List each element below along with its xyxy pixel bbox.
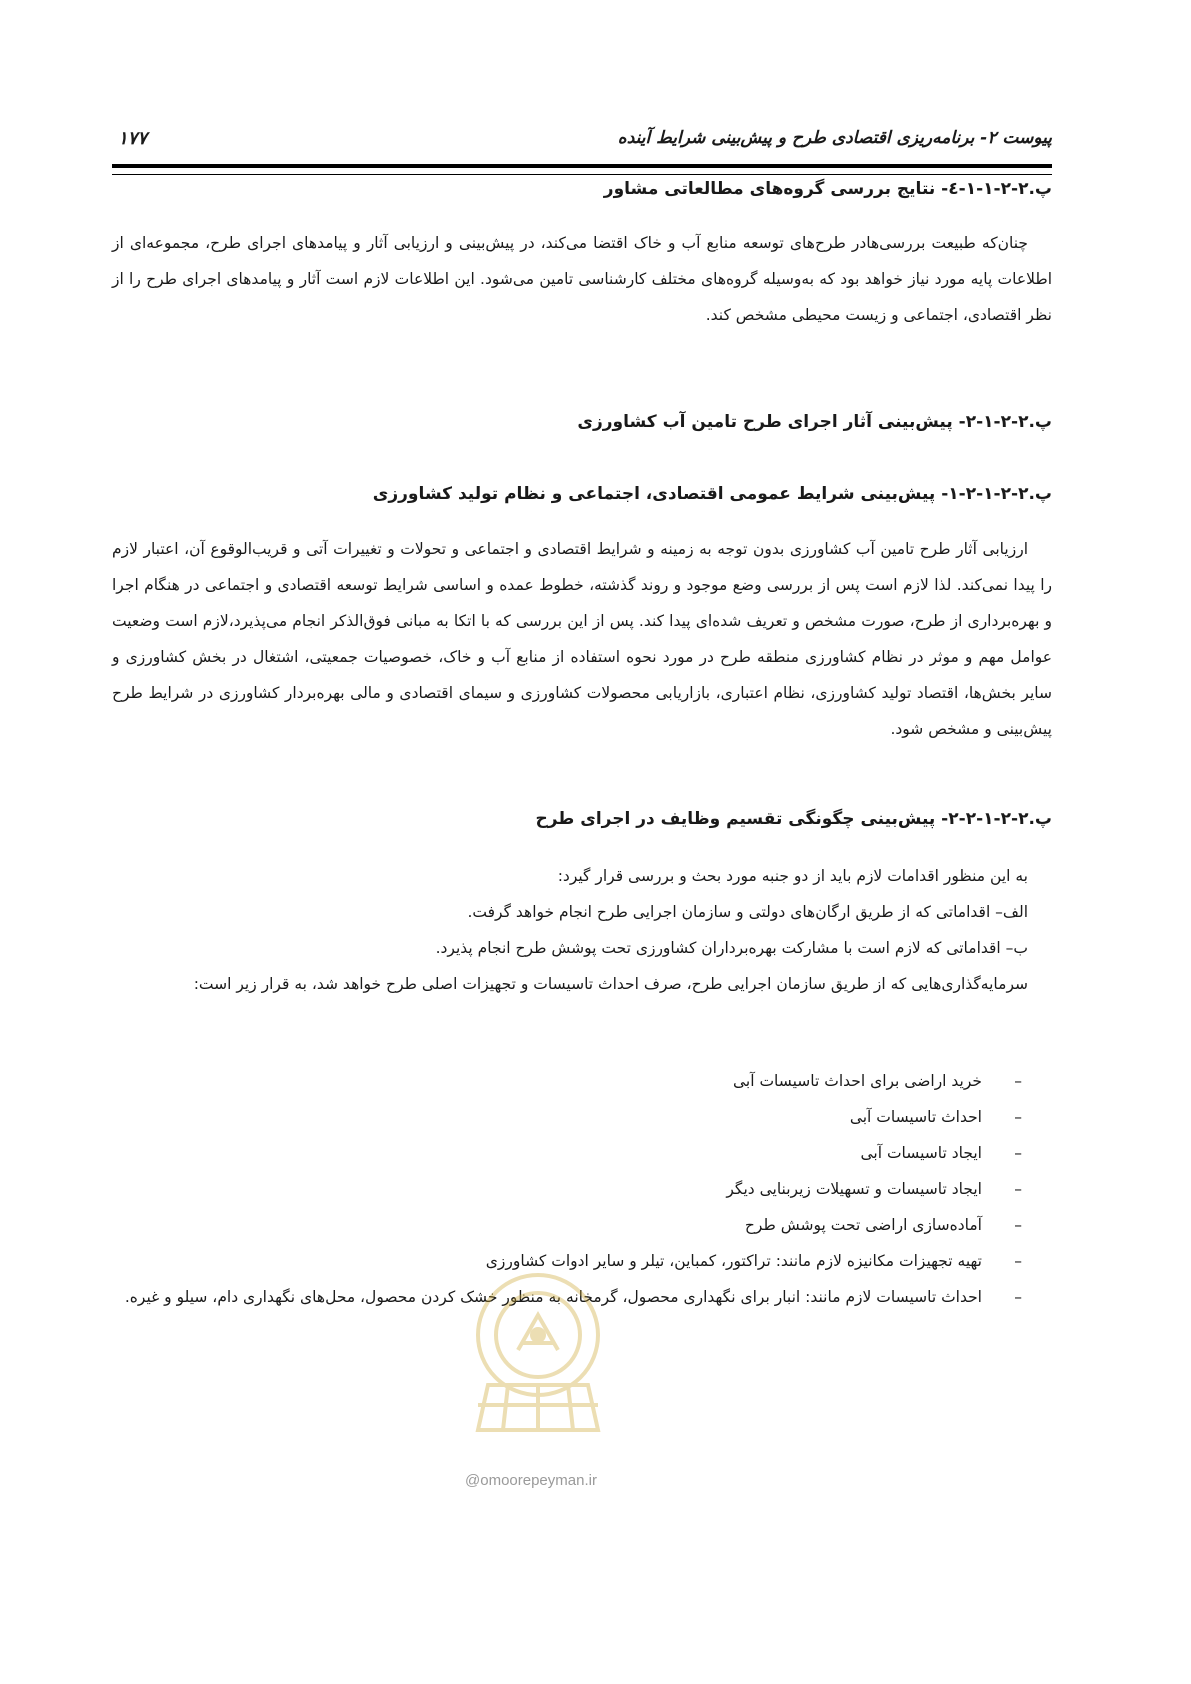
- section-3-body: [112, 531, 1052, 747]
- paragraph: چنان‌که طبیعت بررسی‌هادر طرح‌های توسعه منابع آب و خاک اقتضا می‌کند، در پیش‌بینی و ارزیابی آثار و پیامدهای اجرای طرح، مجموعه‌ای از اطلاعات پایه مورد نیاز خواهد بود که به‌وسیله گروه‌های مختلف کارشناسی تامین می‌شود. این اطلاعات لازم است آثار و پیامدهای اجرای طرح را از نظر اقتصادی، اجتماعی و زیست محیطی مشخص کند.: [112, 234, 1052, 324]
- intro-line: به این منظور اقدامات لازم باید از دو جنبه مورد بحث و بررسی قرار گیرد:: [557, 867, 1028, 885]
- dash-bullet: –: [1014, 1288, 1022, 1306]
- list-item: – احداث تاسیسات لازم مانند: انبار برای نگهداری محصول، گرمخانه به منظور خشک کردن محصول، محل‌های نگهداری دام، سیلو و غیره.: [112, 1279, 1052, 1315]
- watermark-logo-icon: [448, 1255, 628, 1435]
- list-item: – خرید اراضی برای احداث تاسیسات آبی: [112, 1063, 1052, 1099]
- dash-bullet: –: [1014, 1216, 1022, 1234]
- section-4: [112, 806, 1052, 833]
- section-heading: پ.۲-۲-۱-۱-٤- نتایج بررسی گروه‌های مطالعاتی مشاور: [603, 179, 1052, 199]
- paragraph: سرمایه‌گذاری‌هایی که از طریق سازمان اجرایی طرح، صرف احداث تاسیسات و تجهیزات اصلی طرح خواهد شد، به قرار زیر است:: [193, 975, 1028, 993]
- list-item: – تهیه تجهیزات مکانیزه لازم مانند: تراکتور، کمباین، تیلر و سایر ادوات کشاورزی: [112, 1243, 1052, 1279]
- dash-bullet: –: [1014, 1252, 1022, 1270]
- page-number: ۱۷۷: [118, 128, 148, 149]
- dash-bullet: –: [1014, 1180, 1022, 1198]
- watermark-url: @omoorepeyman.ir: [465, 1472, 597, 1489]
- section-1: [112, 176, 1052, 203]
- list-item: – ایجاد تاسیسات و تسهیلات زیربنایی دیگر: [112, 1171, 1052, 1207]
- list-item: – ایجاد تاسیسات آبی: [112, 1135, 1052, 1171]
- paragraph: ارزیابی آثار طرح تامین آب کشاورزی بدون توجه به زمینه و شرایط اقتصادی و اجتماعی و تحولات و تغییرات آتی و قریب‌الوقوع آن، اعتبار لازم را پیدا نمی‌کند. لذا لازم است پس از بررسی وضع موجود و روند گذشته، خطوط عمده و اساسی شرایط توسعه اقتصادی و اجتماعی در هنگام اجرا و بهره‌برداری از طرح، صورت مشخص و تعریف شده‌ای پیدا کند. پس از این بررسی که با اتکا به مبانی فوق‌الذکر انجام می‌پذیرد،لازم است وضعیت عوامل مهم و موثر در نظام کشاورزی منطقه طرح در مورد نحوه استفاده از منابع آب و خاک، خصوصیات جمعیتی، اشتغال در بخش کشاورزی و سایر بخش‌ها، اقتصاد تولید کشاورزی، نظام اعتباری، بازاریابی محصولات کشاورزی و سیمای اقتصادی و مالی بهره‌بردار کشاورزی در شرایط طرح پیش‌بینی و مشخص شود.: [112, 540, 1052, 738]
- section-heading: پ.۲-۲-۱-۲-۱- پیش‌بینی شرایط عمومی اقتصادی، اجتماعی و نظام تولید کشاورزی: [372, 484, 1052, 504]
- item-alef: الف– اقداماتی که از طریق ارگان‌های دولتی و سازمان اجرایی طرح انجام خواهد گرفت.: [467, 903, 1028, 921]
- list-item: – آماده‌سازی اراضی تحت پوشش طرح: [112, 1207, 1052, 1243]
- section-4-body: [112, 858, 1052, 1002]
- section-2: [112, 409, 1052, 436]
- section-heading: پ.۲-۲-۱-۲-۲- پیش‌بینی چگونگی تقسیم وظایف در اجرای طرح: [535, 809, 1052, 829]
- header-title: پیوست ۲- برنامه‌ریزی اقتصادی طرح و پیش‌بینی شرایط آینده: [617, 128, 1052, 148]
- dash-bullet: –: [1014, 1108, 1022, 1126]
- section-heading: پ.۲-۲-۱-۲- پیش‌بینی آثار اجرای طرح تامین آب کشاورزی: [577, 412, 1052, 432]
- dash-bullet: –: [1014, 1072, 1022, 1090]
- header-divider: [112, 164, 1052, 175]
- dash-bullet: –: [1014, 1144, 1022, 1162]
- item-be: ب– اقداماتی که لازم است با مشارکت بهره‌برداران کشاورزی تحت پوشش طرح انجام پذیرد.: [435, 939, 1028, 957]
- running-header: [112, 128, 1052, 158]
- section-1-body: [112, 225, 1052, 333]
- section-3: [112, 481, 1052, 508]
- list-item: – احداث تاسیسات آبی: [112, 1099, 1052, 1135]
